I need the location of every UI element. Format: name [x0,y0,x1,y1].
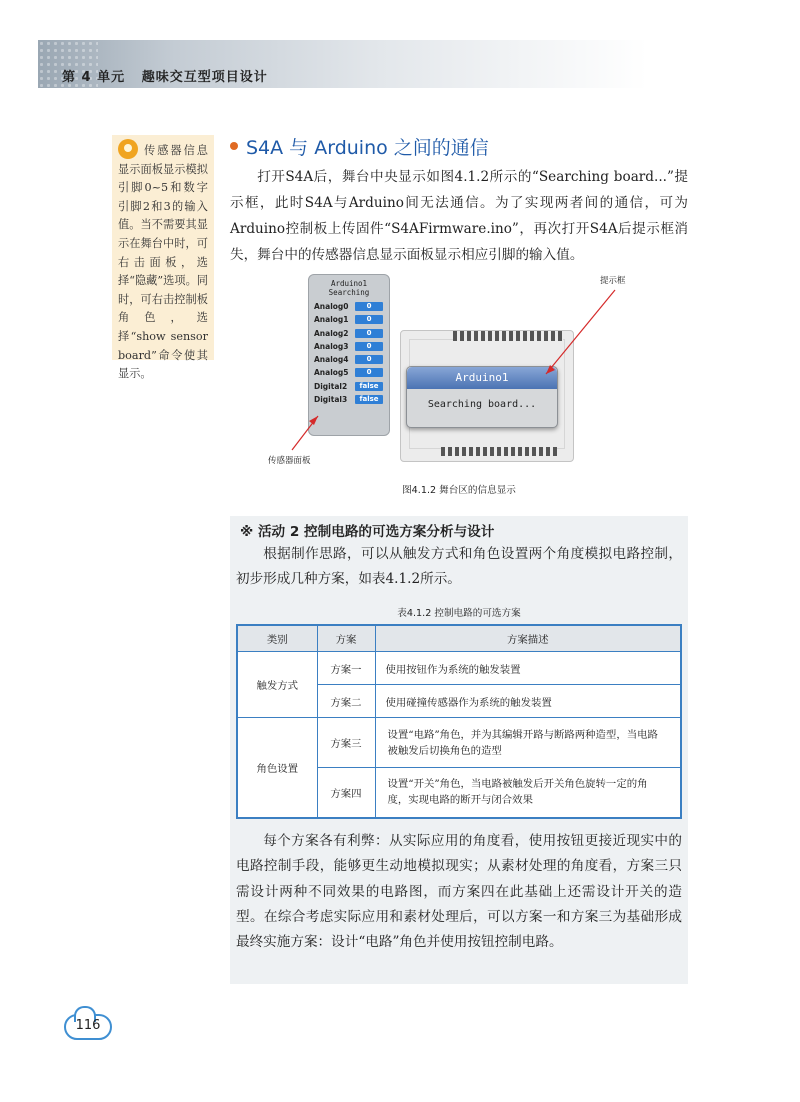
callout-dialog-label: 提示框 [600,276,626,286]
dialog-title: Arduino1 [407,367,557,389]
table-plan: 方案一 [317,652,375,685]
activity-paragraph-2: 每个方案各有利弊：从实际应用的角度看，使用按钮更接近现实中的电路控制手段，能够更生动地模拟现实；从素材处理的角度看，方案三只需设计两种不同效果的电路图，而方案四在此基础上还需设计开关的造型。在综合考虑实际应用和素材处理后，可以方案一和方案三为基础形成最终实施方案：设计“电路”角色并使用按钮控制电路。 [236,833,682,951]
table-plan: 方案四 [317,768,375,818]
table-category: 触发方式 [237,652,317,718]
section-paragraph: 打开S4A后，舞台中央显示如图4.1.2所示的“Searching board...”提示框，此时S4A与Arduino间无法通信。为了实现两者间的通信，可为Arduino控制板上传固件“S4AFirmware.ino”，再次打开S4A后提示框消失，舞台中的传感器信息显示面板显示相应引脚的输入值。 [230,169,688,263]
section-heading [230,133,489,160]
sensor-value: false [355,395,383,404]
sensor-label: Analog5 [314,368,349,378]
sensor-label: Digital2 [314,381,348,391]
table-desc: 使用碰撞传感器作为系统的触发装置 [375,685,681,718]
figure-caption: 图4.1.2 舞台区的信息显示 [402,485,516,496]
header-title: 趣味交互型项目设计 [141,70,268,85]
panel-title-line2: Searching [328,288,370,297]
sensor-value: 0 [355,355,383,364]
arrow-head [546,365,555,374]
callout-arrows [270,270,650,470]
sensor-label: Analog3 [314,341,349,351]
sensor-value: 0 [355,315,383,324]
table-desc: 设置“开关”角色，当电路被触发后开关角色旋转一定的角度，实现电路的断开与闭合效果 [375,768,681,818]
arrow-head [309,416,318,425]
table-caption: 表4.1.2 控制电路的可选方案 [397,608,521,619]
table-row [237,652,681,685]
sensor-label: Analog1 [314,315,349,325]
page-number-badge [64,1014,112,1040]
header-unit: 第 4 单元 [62,70,126,85]
sensor-value: 0 [355,368,383,377]
sensor-value: 0 [355,302,383,311]
section-title: S4A 与 Arduino 之间的通信 [246,137,489,159]
sensor-label: Analog0 [314,302,349,311]
plan-table [236,624,682,819]
sensor-label: Digital3 [314,395,348,405]
sensor-label: Analog2 [314,328,349,338]
activity-box [230,516,688,984]
table-header: 类别 [237,625,317,652]
table-category: 角色设置 [237,718,317,818]
dialog-message: Searching board... [427,399,537,410]
side-tip-box [112,135,214,381]
table-header: 方案 [317,625,375,652]
sensor-label: Analog4 [314,355,349,365]
chapter-header-title [62,66,268,85]
sensor-value: 0 [355,329,383,338]
sensor-value: false [355,382,383,391]
bullet-dot-icon [230,142,238,150]
table-row [237,718,681,768]
table-desc: 使用按钮作为系统的触发装置 [375,652,681,685]
side-tip-text: 传感器信息显示面板显示模拟引脚0~5和数字引脚2和3的输入值。当不需要其显示在舞台中时，可右击面板，选择“隐藏”选项。同时，可右击控制板角色，选择“show sensor board”命令使其显示。 [118,144,208,381]
table-header-row [237,625,681,652]
sensor-value: 0 [355,342,383,351]
figure-stage-info [270,270,650,470]
table-header: 方案描述 [375,625,681,652]
page-number: 116 [75,1018,101,1033]
lightbulb-icon [118,139,138,159]
table-plan: 方案二 [317,685,375,718]
panel-title-line1: Arduino1 [330,279,368,288]
table-plan: 方案三 [317,718,375,768]
table-desc: 设置“电路”角色，并为其编辑开路与断路两种造型，当电路被触发后切换角色的造型 [375,718,681,768]
activity-title: ※ 活动 2 控制电路的可选方案分析与设计 [240,524,495,540]
activity-paragraph: 根据制作思路，可以从触发方式和角色设置两个角度模拟电路控制，初步形成几种方案，如表4.1.2所示。 [236,546,682,587]
arrow-dialog [546,290,615,374]
callout-panel-label: 传感器面板 [268,456,311,466]
